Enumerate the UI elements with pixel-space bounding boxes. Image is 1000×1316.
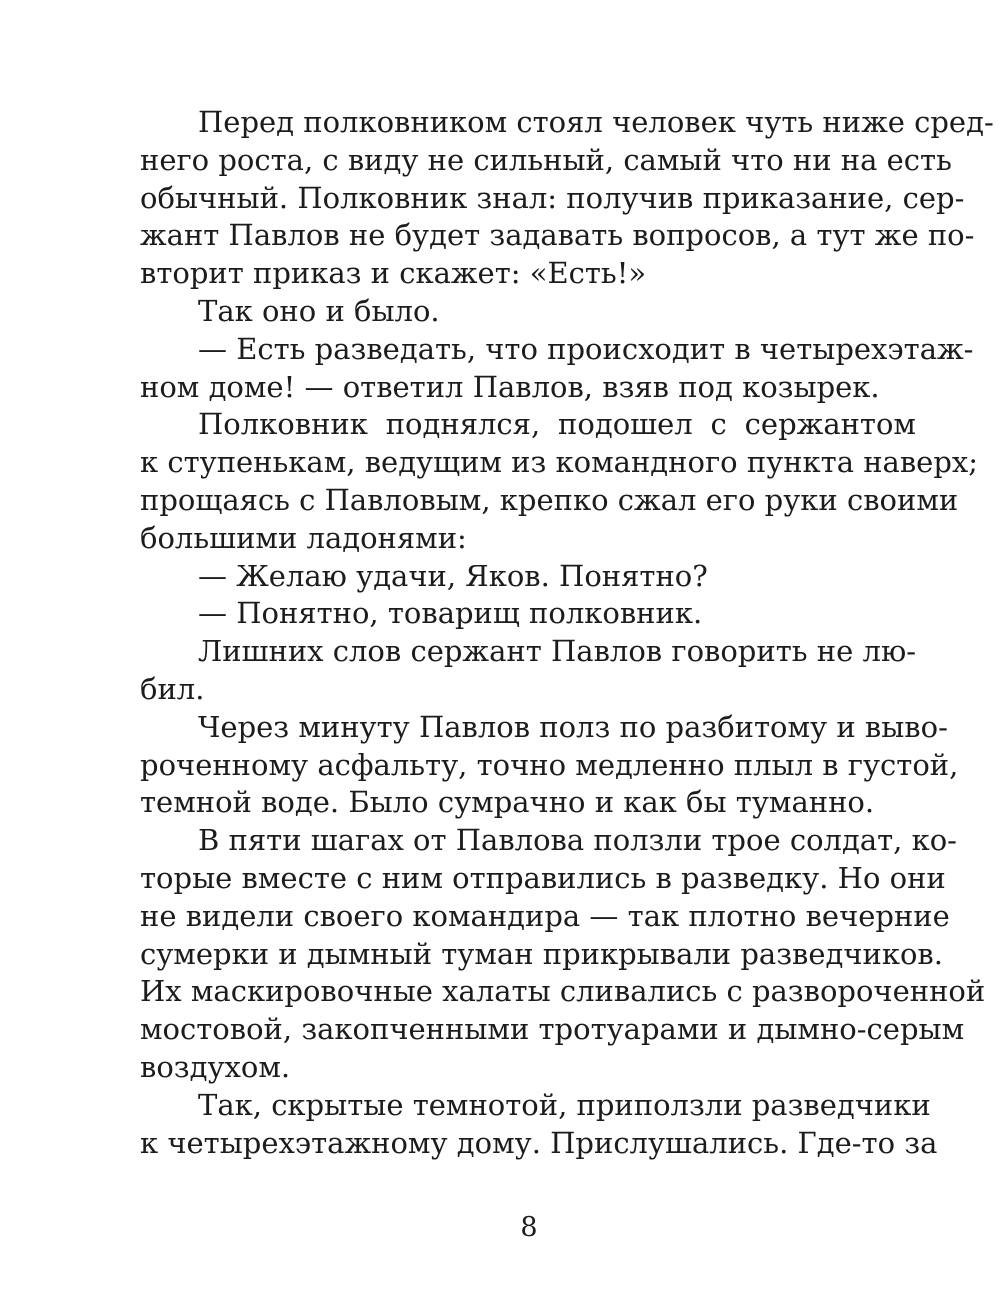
text-line: него роста, с виду не сильный, самый что ни на есть [140,142,952,177]
page-number: 8 [520,1212,538,1243]
text-line: мостовой, закопченными тротуарами и дымно-серым [140,1012,965,1047]
text-line: — Желаю удачи, Яков. Понятно? [198,558,708,593]
text-line: вторит приказ и скажет: «Есть!» [140,256,647,291]
text-line: Так, скрытые темнотой, приползли разведчики [198,1087,931,1122]
paragraph [140,709,959,822]
text-line: бил. [140,671,205,706]
text-line: прощаясь с Павловым, крепко сжал его руки своими [140,482,959,517]
text-line: к четырехэтажному дому. Прислушались. Где-то за [140,1125,938,1160]
paragraph [140,331,974,407]
text-line: В пяти шагах от Павлова ползли трое солдат, ко- [198,823,957,858]
text-line: сумерки и дымный туман прикрывали разведчиков. [140,936,943,971]
paragraph [140,558,916,596]
text-line: торые вместе с ним отправились в разведку. Но они [140,860,946,895]
text-line: большими ладонями: [140,520,467,555]
text-line: ном доме! — ответил Павлов, взяв под козырек. [140,369,880,404]
paragraph [140,595,916,633]
paragraph [140,822,986,1087]
text-line: темной воде. Было сумрачно и как бы туманно. [140,785,875,820]
text-line: роченному асфальту, точно медленно плыл в густой, [140,747,959,782]
text-line: Перед полковником стоял человек чуть ниже сред- [198,105,994,139]
text-line: Через минуту Павлов полз по разбитому и выво- [198,709,948,744]
paragraph [140,1087,938,1163]
text-line: Лишних слов сержант Павлов говорить не лю- [198,634,916,669]
text-line: — Понятно, товарищ полковник. [198,596,703,631]
text-line: обычный. Полковник знал: получив приказание, сер- [140,180,965,215]
paragraph [140,293,916,331]
text-line: — Есть разведать, что происходит в четырехэтаж- [198,331,974,366]
text-line: к ступенькам, ведущим из командного пункта наверх; [140,445,979,480]
paragraph [140,406,979,557]
text-line: не видели своего командира — так плотно вечерние [140,898,950,933]
text-line: Их маскировочные халаты сливались с развороченной [140,974,986,1009]
text-line: воздухом. [140,1049,291,1084]
paragraph [140,104,994,293]
text-line: жант Павлов не будет задавать вопросов, а тут же по- [140,218,975,253]
page-text [140,104,994,1162]
text-line: Так оно и было. [198,293,440,328]
paragraph [140,633,916,709]
text-line: Полковник поднялся, подошел с сержантом [198,407,916,442]
